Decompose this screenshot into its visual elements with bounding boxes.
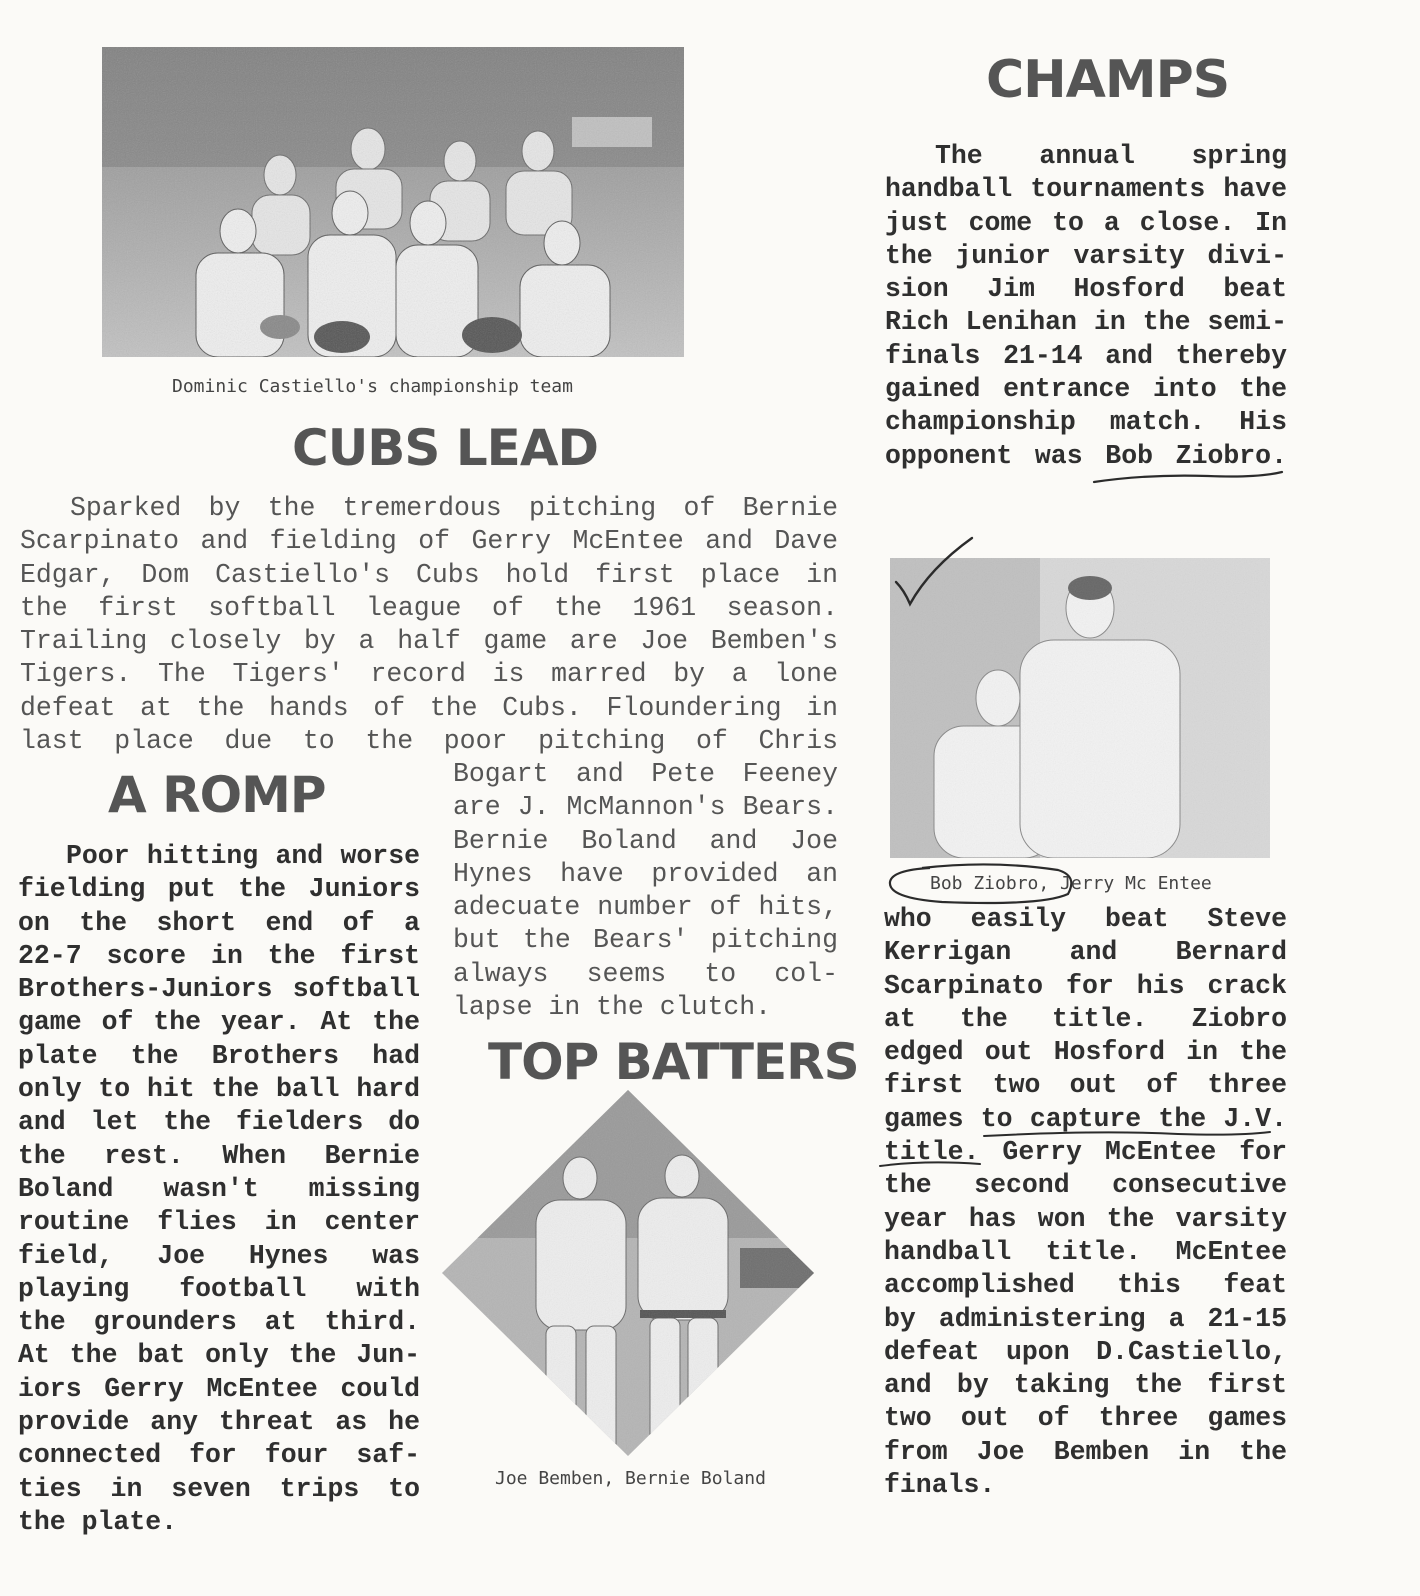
a-romp-article xyxy=(18,840,420,1539)
article-line: finals. xyxy=(884,1470,996,1501)
top-batters-headline: TOP BATTERS xyxy=(488,1033,859,1091)
article-line: and let the fielders do xyxy=(18,1107,420,1138)
article-line: lapse in the clutch. xyxy=(453,992,772,1023)
article-line: but the Bears' pitching xyxy=(453,925,838,956)
article-line: two out of three games xyxy=(884,1403,1287,1434)
article-line: opponent was Bob Ziobro. xyxy=(885,440,1287,471)
article-line: the junior varsity divi- xyxy=(885,240,1287,271)
champs-article-continued xyxy=(884,903,1287,1502)
article-line: game of the year. At the xyxy=(18,1007,420,1038)
article-line: who easily beat Steve xyxy=(884,904,1287,934)
article-line: Poor hitting and worse xyxy=(66,841,420,871)
article-line: the second consecutive xyxy=(884,1170,1287,1201)
team-photo xyxy=(102,47,684,357)
article-line: handball title. McEntee xyxy=(884,1236,1287,1267)
article-line: championship match. His xyxy=(885,407,1287,438)
article-line: are J. McMannon's Bears. xyxy=(453,792,838,823)
ziobro-mcentee-photo xyxy=(890,558,1270,858)
article-line: title. Gerry McEntee for xyxy=(884,1137,1287,1168)
ziobro-mcentee-caption: Bob Ziobro, Jerry Mc Entee xyxy=(930,873,1212,894)
cubs-lead-headline: CUBS LEAD xyxy=(292,419,599,477)
article-line: the grounders at third. xyxy=(18,1307,420,1338)
article-line: defeat at the hands of the Cubs. Floundering in xyxy=(20,692,838,723)
article-line: just come to a close. In xyxy=(885,207,1287,238)
article-line: connected for four saf- xyxy=(18,1440,420,1471)
article-line: the plate. xyxy=(18,1506,178,1537)
article-line: Hynes have provided an xyxy=(453,858,838,889)
article-line: first two out of three xyxy=(884,1070,1287,1101)
article-line: from Joe Bemben in the xyxy=(884,1436,1287,1467)
article-line: and by taking the first xyxy=(884,1370,1287,1401)
article-line: Boland wasn't missing xyxy=(18,1173,420,1204)
top-batters-caption: Joe Bemben, Bernie Boland xyxy=(495,1468,766,1489)
top-batters-photo xyxy=(440,1088,816,1458)
article-line: Edgar, Dom Castiello's Cubs hold first place in xyxy=(20,559,838,590)
article-line: 22-7 score in the first xyxy=(18,940,420,971)
article-line: Kerrigan and Bernard xyxy=(884,937,1287,968)
champs-headline: CHAMPS xyxy=(986,50,1230,110)
article-line: Trailing closely by a half game are Joe Bemben's xyxy=(20,626,838,657)
article-line: Bernie Boland and Joe xyxy=(453,825,838,856)
article-line: field, Joe Hynes was xyxy=(18,1240,420,1271)
article-line: The annual spring xyxy=(935,141,1287,171)
article-line: provide any threat as he xyxy=(18,1407,420,1438)
article-line: ties in seven trips to xyxy=(18,1473,420,1504)
article-line: handball tournaments have xyxy=(885,174,1287,205)
article-line: the rest. When Bernie xyxy=(18,1140,420,1171)
cubs-lead-continued xyxy=(453,758,838,1024)
team-photo-caption: Dominic Castiello's championship team xyxy=(172,376,573,397)
article-line: on the short end of a xyxy=(18,907,420,938)
article-line: defeat upon D.Castiello, xyxy=(884,1336,1287,1367)
article-line: adecuate number of hits, xyxy=(453,892,838,923)
article-line: by administering a 21-15 xyxy=(884,1303,1287,1334)
article-line: playing football with xyxy=(18,1273,420,1304)
article-line: Bogart and Pete Feeney xyxy=(453,759,838,789)
article-line: the first softball league of the 1961 season. xyxy=(20,592,838,623)
article-line: only to hit the ball hard xyxy=(18,1074,420,1105)
a-romp-headline: A ROMP xyxy=(108,766,326,824)
article-line: at the title. Ziobro xyxy=(884,1003,1287,1034)
article-line: At the bat only the Jun- xyxy=(18,1340,420,1371)
article-line: always seems to col- xyxy=(453,958,838,989)
article-line: games to capture the J.V. xyxy=(884,1103,1287,1134)
article-line: last place due to the poor pitching of Chris xyxy=(20,726,838,757)
article-line: year has won the varsity xyxy=(884,1203,1287,1234)
champs-article xyxy=(885,140,1287,473)
article-line: Rich Lenihan in the semi- xyxy=(885,307,1287,338)
article-line: Brothers-Juniors softball xyxy=(18,974,420,1005)
article-line: iors Gerry McEntee could xyxy=(18,1373,420,1404)
article-line: gained entrance into the xyxy=(885,374,1287,405)
article-line: Scarpinato for his crack xyxy=(884,970,1287,1001)
article-line: accomplished this feat xyxy=(884,1270,1287,1301)
article-line: fielding put the Juniors xyxy=(18,874,420,905)
article-line: Sparked by the tremerdous pitching of Bernie xyxy=(70,493,838,523)
article-line: routine flies in center xyxy=(18,1207,420,1238)
article-line: plate the Brothers had xyxy=(18,1040,420,1071)
article-line: Scarpinato and fielding of Gerry McEntee and Dave xyxy=(20,526,838,557)
article-line: sion Jim Hosford beat xyxy=(885,274,1287,305)
article-line: edged out Hosford in the xyxy=(884,1037,1287,1068)
article-line: finals 21-14 and thereby xyxy=(885,340,1287,371)
cubs-lead-article xyxy=(20,492,838,758)
article-line: Tigers. The Tigers' record is marred by a lone xyxy=(20,659,838,690)
